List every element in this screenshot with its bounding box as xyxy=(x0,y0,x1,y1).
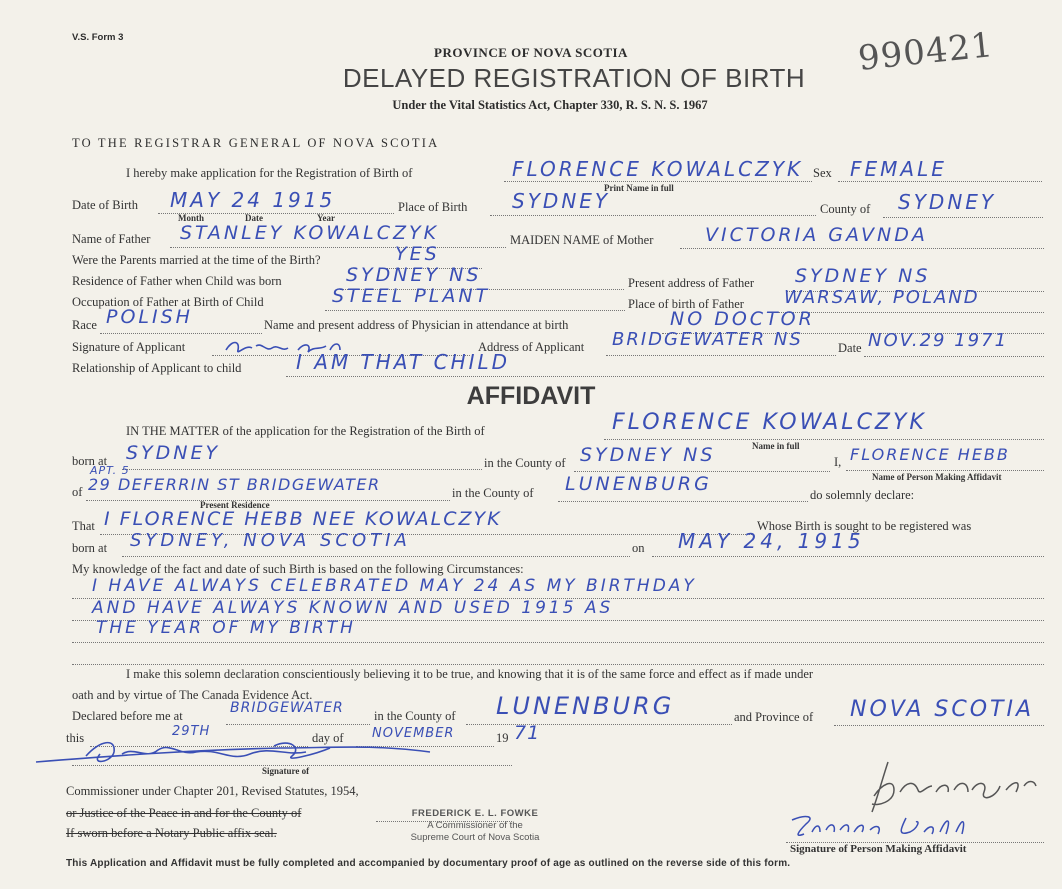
mother-value: VICTORIA GAVNDA xyxy=(705,224,928,246)
declaration-line-2: oath and by virtue of The Canada Evidence Act. xyxy=(72,688,313,702)
stamp-line-3: Supreme Court of Nova Scotia xyxy=(410,832,540,843)
year-prefix: 19 xyxy=(496,731,509,745)
county-label-1: in the County of xyxy=(484,456,566,470)
deponent-value: FLORENCE HEBB xyxy=(850,445,1010,464)
form-number: V.S. Form 3 xyxy=(72,32,124,43)
province-heading: PROVINCE OF NOVA SCOTIA xyxy=(434,45,628,60)
child-name-value: FLORENCE KOWALCZYK xyxy=(512,157,804,181)
county-value-3: LUNENBURG xyxy=(496,692,675,720)
county-label-2: in the County of xyxy=(452,486,534,500)
this-label: this xyxy=(66,731,85,745)
deponent-signature xyxy=(786,810,1006,846)
month-value: NOVEMBER xyxy=(372,726,455,741)
born-at-label-2: born at xyxy=(72,541,108,555)
province-value: NOVA SCOTIA xyxy=(850,697,1034,722)
witness-signature xyxy=(864,756,1044,818)
father-label: Name of Father xyxy=(72,232,151,246)
county-value-1: SYDNEY NS xyxy=(580,444,716,466)
matter-caption: Name in full xyxy=(752,441,800,451)
father-value: STANLEY KOWALCZYK xyxy=(180,222,440,244)
date-label: Date xyxy=(838,341,862,355)
county-label: County of xyxy=(820,202,871,216)
present-address-label: Present address of Father xyxy=(628,276,755,290)
form-subtitle: Under the Vital Statistics Act, Chapter 330, R. S. N. S. 1967 xyxy=(392,98,708,112)
relationship-label: Relationship of Applicant to child xyxy=(72,361,242,375)
commissioner-line-1: Commissioner under Chapter 201, Revised Statutes, 1954, xyxy=(66,784,359,798)
signature-of-caption: Signature of xyxy=(262,766,310,776)
stamp-line-2: A Commissioner of the xyxy=(427,820,523,831)
father-pob-value: WARSAW, POLAND xyxy=(784,287,980,308)
dob-month-caption: Month xyxy=(178,213,205,223)
occupation-value: STEEL PLANT xyxy=(332,285,491,307)
deponent-caption: Name of Person Making Affidavit xyxy=(872,472,1002,482)
deponent-signature-caption: Signature of Person Making Affidavit xyxy=(790,843,967,855)
stamp-line-1: FREDERICK E. L. FOWKE xyxy=(411,808,539,819)
dob-year-caption: Year xyxy=(317,213,335,223)
pob-value: SYDNEY xyxy=(512,189,611,213)
day-value: 29TH xyxy=(172,724,211,739)
born-at-value-2: SYDNEY, NOVA SCOTIA xyxy=(130,530,411,551)
solemnly-label: do solemnly declare: xyxy=(810,488,915,502)
of-label: of xyxy=(72,485,83,499)
born-at-label: born at xyxy=(72,454,108,468)
declaration-line-1: I make this solemn declaration conscientiously believing it to be true, and knowing that it is of the same force and effect as if made under xyxy=(126,667,814,681)
present-address-value: SYDNEY NS xyxy=(795,265,931,287)
knowledge-label: My knowledge of the fact and date of such Birth is based on the following Circumstances: xyxy=(72,562,524,576)
day-of-label: day of xyxy=(312,731,344,745)
county-label-3: in the County of xyxy=(374,709,456,723)
born-at-value: SYDNEY xyxy=(126,442,221,464)
addr-applicant-label: Address of Applicant xyxy=(478,340,585,354)
whose-label: Whose Birth is sought to be registered was xyxy=(757,519,972,533)
relationship-value: I AM THAT CHILD xyxy=(296,350,511,374)
married-label: Were the Parents married at the time of the Birth? xyxy=(72,253,321,267)
on-value: MAY 24, 1915 xyxy=(678,529,865,553)
sig-applicant-label: Signature of Applicant xyxy=(72,340,186,354)
circumstance-line-1: I HAVE ALWAYS CELEBRATED MAY 24 AS MY BIRTHDAY xyxy=(92,576,697,596)
residence-value: 29 DEFERRIN ST BRIDGEWATER xyxy=(88,475,381,494)
circumstance-line-2: AND HAVE ALWAYS KNOWN AND USED 1915 AS xyxy=(92,598,614,618)
intro-label: I hereby make application for the Registration of Birth of xyxy=(126,166,413,180)
affidavit-heading: AFFIDAVIT xyxy=(466,382,596,410)
matter-label: IN THE MATTER of the application for the Registration of the Birth of xyxy=(126,424,485,438)
county-value-2: LUNENBURG xyxy=(565,473,712,495)
commissioner-signature xyxy=(30,726,450,786)
name-caption: Print Name in full xyxy=(604,183,674,193)
addr-applicant-value: BRIDGEWATER NS xyxy=(612,329,803,350)
i-label: I, xyxy=(834,455,842,469)
residence-father-label: Residence of Father when Child was born xyxy=(72,274,282,288)
county-value: SYDNEY xyxy=(898,190,997,214)
that-label: That xyxy=(72,519,95,533)
dob-label: Date of Birth xyxy=(72,198,138,212)
apt-value: APT. 5 xyxy=(90,464,130,477)
sex-label: Sex xyxy=(813,166,832,180)
circumstance-line-3: THE YEAR OF MY BIRTH xyxy=(96,618,356,638)
physician-value: NO DOCTOR xyxy=(670,308,815,330)
date-value: NOV.29 1971 xyxy=(868,330,1009,351)
race-value: POLISH xyxy=(106,306,193,328)
residence-caption: Present Residence xyxy=(200,500,270,510)
addressee: TO THE REGISTRAR GENERAL OF NOVA SCOTIA xyxy=(72,136,440,150)
commissioner-stamp xyxy=(384,808,566,844)
dob-date-caption: Date xyxy=(245,213,263,223)
commissioner-line-3: If sworn before a Notary Public affix seal. xyxy=(66,826,277,840)
father-pob-label: Place of birth of Father xyxy=(628,297,744,311)
sex-value: FEMALE xyxy=(850,157,947,181)
province-label: and Province of xyxy=(734,710,814,724)
that-value: I FLORENCE HEBB NEE KOWALCZYK xyxy=(104,508,502,530)
dob-value: MAY 24 1915 xyxy=(170,188,336,212)
commissioner-line-2: or Justice of the Peace in and for the County of xyxy=(66,806,302,820)
year-value: 71 xyxy=(514,722,541,744)
form-title: DELAYED REGISTRATION OF BIRTH xyxy=(342,63,806,93)
race-label: Race xyxy=(72,318,97,332)
on-label: on xyxy=(632,541,645,555)
matter-value: FLORENCE KOWALCZYK xyxy=(612,410,927,435)
declared-value: BRIDGEWATER xyxy=(230,700,344,716)
residence-father-value: SYDNEY NS xyxy=(346,264,482,286)
pob-label: Place of Birth xyxy=(398,200,468,214)
mother-label: MAIDEN NAME of Mother xyxy=(510,233,654,247)
footer-note: This Application and Affidavit must be fully completed and accompanied by documentary proof of age as outlined on the reverse side of this form. xyxy=(66,858,791,869)
married-value: YES xyxy=(395,243,440,265)
file-number: 990421 xyxy=(856,25,996,79)
physician-label: Name and present address of Physician in attendance at birth xyxy=(264,318,569,332)
declared-label: Declared before me at xyxy=(72,709,183,723)
occupation-label: Occupation of Father at Birth of Child xyxy=(72,295,264,309)
